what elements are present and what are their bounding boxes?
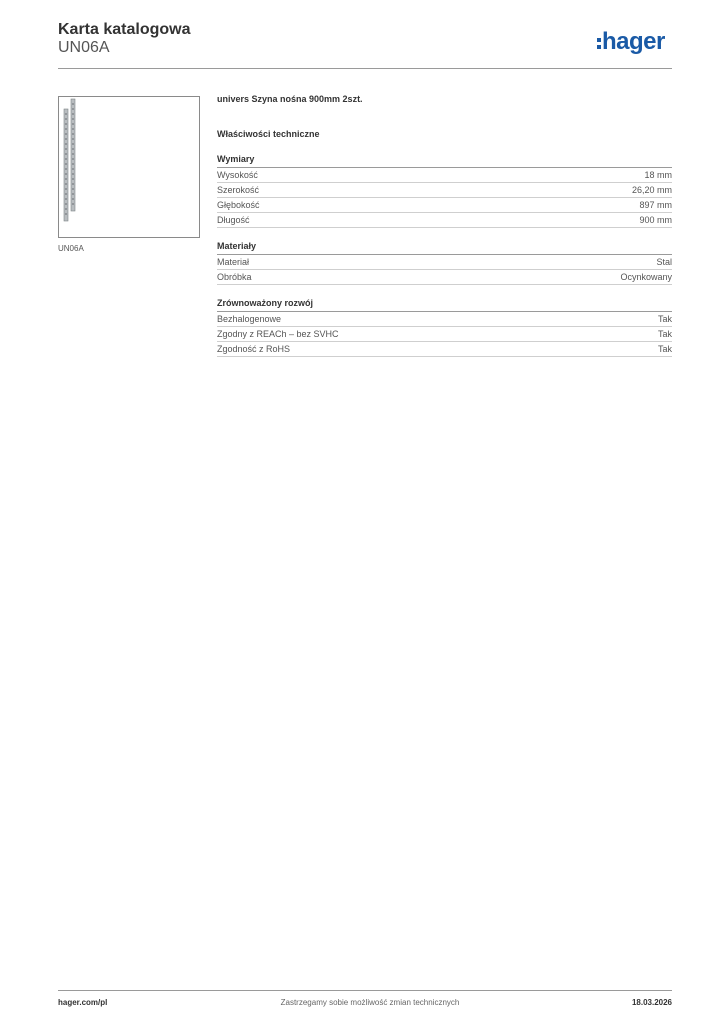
spec-value: 900 mm <box>639 215 672 225</box>
spec-label: Długość <box>217 215 250 225</box>
technical-details <box>217 92 672 369</box>
header-title: Karta katalogowa <box>58 21 191 38</box>
header-divider <box>58 68 672 69</box>
spec-value: 18 mm <box>644 170 672 180</box>
spec-label: Szerokość <box>217 185 260 195</box>
spec-label: Głębokość <box>217 200 260 210</box>
spec-value: Tak <box>657 329 672 339</box>
footer-disclaimer: Zastrzegamy sobie możliwość zmian technicznych <box>280 998 460 1007</box>
product-description: univers Szyna nośna 900mm 2szt. <box>217 94 363 104</box>
group-dimensions <box>217 153 672 228</box>
spec-value: 897 mm <box>639 200 672 210</box>
spec-value: Tak <box>657 314 672 324</box>
spec-label: Obróbka <box>217 272 252 282</box>
spec-row <box>217 255 672 270</box>
spec-label: Materiał <box>217 257 250 267</box>
spec-label: Wysokość <box>217 170 258 180</box>
logo-text: hager <box>602 28 665 55</box>
spec-row <box>217 270 672 285</box>
spec-value: Ocynkowany <box>620 272 672 282</box>
group-sustainability <box>217 297 672 357</box>
spec-value: Tak <box>657 344 672 354</box>
logo-dot-bottom <box>597 45 601 49</box>
spec-row <box>217 168 672 183</box>
spec-row <box>217 342 672 357</box>
footer-divider <box>58 990 672 991</box>
mounting-rail-icon <box>59 97 199 237</box>
spec-row <box>217 327 672 342</box>
group-title: Materiały <box>217 240 672 255</box>
group-title: Wymiary <box>217 153 672 168</box>
spec-value: Stal <box>656 257 672 267</box>
product-image-frame <box>58 96 200 238</box>
group-title: Zrównoważony rozwój <box>217 297 672 312</box>
product-code: UN06A <box>58 39 110 56</box>
spec-row <box>217 312 672 327</box>
hager-logo <box>596 28 676 56</box>
technical-properties-heading: Właściwości techniczne <box>217 129 320 139</box>
image-caption: UN06A <box>58 244 84 253</box>
group-materials <box>217 240 672 285</box>
spec-row <box>217 198 672 213</box>
spec-label: Bezhalogenowe <box>217 314 282 324</box>
spec-label: Zgodność z RoHS <box>217 344 291 354</box>
spec-label: Zgodny z REACh – bez SVHC <box>217 329 339 339</box>
spec-row <box>217 183 672 198</box>
footer-website-link[interactable]: hager.com/pl <box>58 998 108 1007</box>
spec-value: 26,20 mm <box>631 185 672 195</box>
spec-row <box>217 213 672 228</box>
footer-date: 18.03.2026 <box>631 998 672 1007</box>
logo-dot-top <box>597 38 601 42</box>
